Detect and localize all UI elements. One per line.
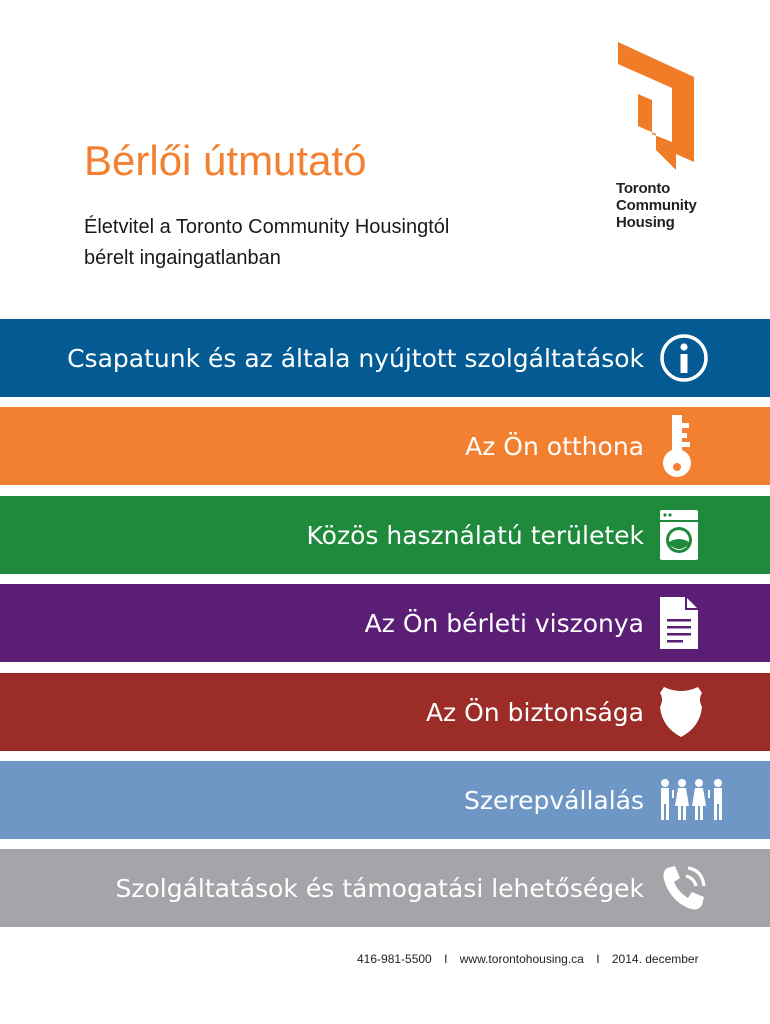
tch-logo bbox=[612, 42, 712, 242]
section-your-home[interactable] bbox=[0, 407, 770, 485]
section-safety[interactable] bbox=[0, 673, 770, 751]
footer-phone: 416-981-5500 bbox=[357, 952, 432, 966]
subtitle-line-2: bérelt ingaingatlanban bbox=[84, 247, 281, 269]
tch-logo-mark bbox=[618, 42, 694, 170]
section-label: Az Ön biztonsága bbox=[425, 697, 644, 727]
people-icon bbox=[658, 769, 740, 831]
section-engagement[interactable] bbox=[0, 761, 770, 839]
document-icon bbox=[658, 592, 740, 654]
section-common-areas[interactable] bbox=[0, 496, 770, 574]
logo-line-1: Toronto bbox=[616, 180, 671, 197]
section-services-support[interactable] bbox=[0, 849, 770, 927]
section-label: Közös használatú területek bbox=[306, 520, 644, 550]
footer bbox=[357, 952, 699, 966]
logo-line-2: Community bbox=[616, 197, 697, 214]
subtitle-line-1: Életvitel a Toronto Community Housingtól bbox=[84, 216, 450, 238]
section-team-services[interactable] bbox=[0, 319, 770, 397]
section-label: Az Ön otthona bbox=[465, 431, 644, 461]
info-icon bbox=[658, 327, 740, 389]
page-title: Bérlői útmutató bbox=[84, 137, 367, 184]
page-subtitle bbox=[84, 212, 449, 274]
footer-separator: I bbox=[444, 952, 448, 966]
section-label: Szerepvállalás bbox=[464, 785, 644, 815]
footer-website[interactable]: www.torontohousing.ca bbox=[459, 952, 584, 966]
phone-icon bbox=[658, 857, 740, 919]
footer-separator: I bbox=[596, 952, 600, 966]
key-icon bbox=[658, 415, 740, 477]
washing-machine-icon bbox=[658, 504, 740, 566]
section-tenancy[interactable] bbox=[0, 584, 770, 662]
section-label: Az Ön bérleti viszonya bbox=[364, 608, 644, 638]
logo-line-3: Housing bbox=[616, 214, 675, 231]
footer-date: 2014. december bbox=[611, 952, 699, 966]
tch-logo-text bbox=[616, 180, 697, 231]
section-label: Csapatunk és az általa nyújtott szolgáltatások bbox=[67, 343, 644, 373]
section-label: Szolgáltatások és támogatási lehetőségek bbox=[115, 873, 644, 903]
shield-icon bbox=[658, 681, 740, 743]
